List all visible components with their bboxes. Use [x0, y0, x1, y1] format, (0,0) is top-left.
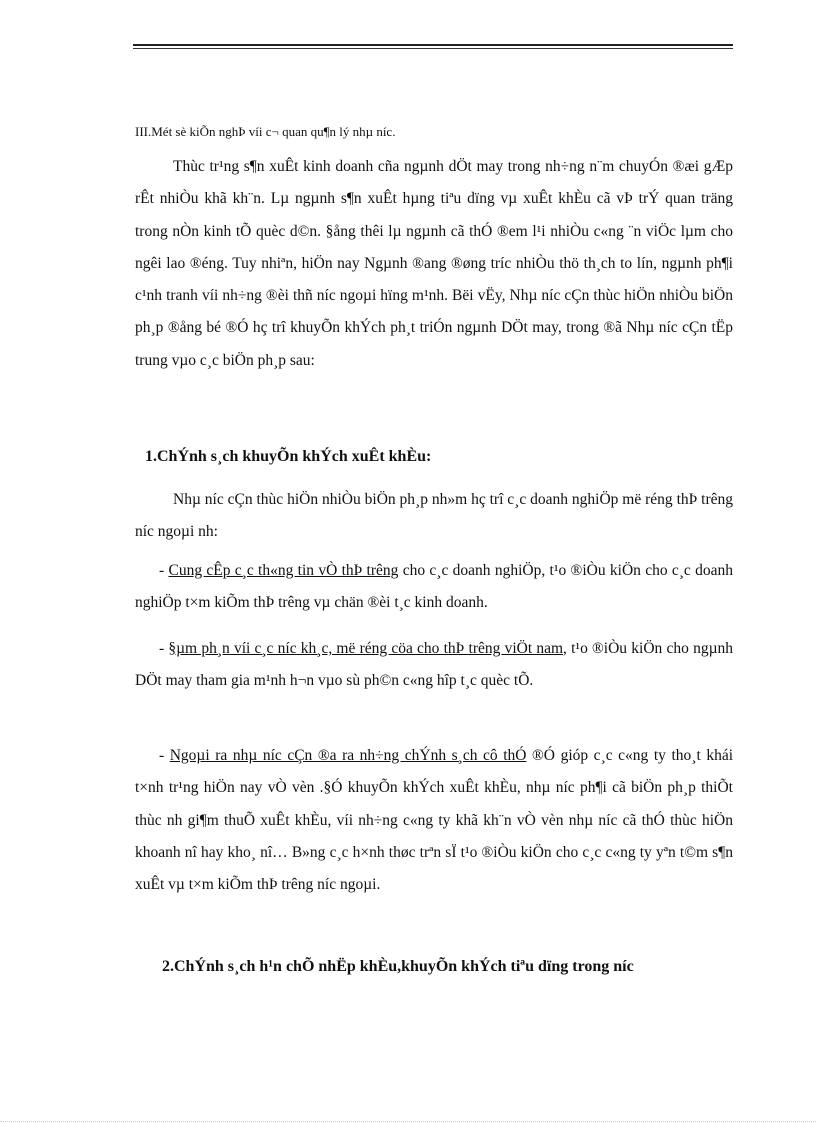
export-policy-paragraph: Nhµ níc cÇn thùc hiÖn nhiÒu biÖn ph¸p nh»m hç trî c¸c doanh nghiÖp më réng thÞ trêng níc ngoµi nh:: [135, 491, 733, 541]
bullet-text: cho c¸c doanh nghiÖp, t¹o ®iÒu kiÖn cho c¸c doanh nghiÖp t×m kiÕm thÞ trêng vµ chän ®èi t¸c kinh doanh.: [135, 562, 734, 612]
bullet-prefix: -: [159, 562, 169, 579]
bullet-underlined-text: Cung cÊp c¸c th«ng tin vÒ thÞ trêng: [168, 562, 399, 579]
page-bottom-border: [0, 1121, 816, 1122]
bullet-prefix: -: [159, 747, 170, 764]
heading-import-policy: 2.ChÝnh s¸ch h¹n chÕ nhËp khÈu,khuyÕn khÝch tiªu dïng trong níc: [162, 958, 634, 975]
header-rule-thick: [133, 44, 733, 46]
section-heading: III.Mét sè kiÕn nghÞ víi c¬ quan qu¶n lý nhµ níc.: [135, 124, 396, 139]
bullet-market-info: [135, 555, 733, 620]
bullet-prefix: -: [159, 640, 169, 657]
bullet-negotiation: [135, 633, 733, 698]
bullet-text: ®Ó gióp c¸c c«ng ty tho¸t khái t×nh tr¹ng hiÖn nay vÒ vèn .§Ó khuyÕn khÝch xuÊt khÈu, nhµ níc ph¶i cã biÖn ph¸p thiÕt thùc nh gi¶m thuÕ xuÊt khÈu, víi nh÷ng c«ng ty khã kh¨n vÒ vèn nhµ níc cã thÓ thùc hiÖn khoanh nî hay kho¸ nî… B»ng c¸c h×nh thøc trªn sÏ t¹o ®iÒu kiÖn cho c¸c c«ng ty yªn t©m s¶n xuÊt vµ t×m kiÕm thÞ trêng níc ngoµi.: [135, 747, 733, 894]
bullet-specific-policies: [135, 740, 733, 901]
header-rule-thin: [133, 48, 733, 49]
intro-paragraph: Thùc tr¹ng s¶n xuÊt kinh doanh cña ngµnh dÖt may trong nh÷ng n¨m chuyÓn ®æi gÆp rÊt nhiÒu khã kh¨n. Lµ ngµnh s¶n xuÊt hµng tiªu dïng vµ xuÊt khÈu cã vÞ trÝ quan träng trong nÒn kinh tÕ quèc d©n. §ång thêi lµ ngµnh cã thÓ ®em l¹i nhiÒu c«ng ¨n viÖc lµm cho ngêi lao ®éng. Tuy nhiªn, hiÖn nay Ngµnh ®ang ®øng tríc nhiÒu thö th¸ch to lín, ngµnh ph¶i c¹nh tranh víi nh÷ng ®èi thñ níc ngoµi hïng m¹nh. Bëi vËy, Nhµ níc cÇn thùc hiÖn nhiÒu biÖn ph¸p ®ång bé ®Ó hç trî khuyÕn khÝch ph¸t triÓn ngµnh DÖt may, trong ®ã Nhµ níc cÇn tËp trung vµo c¸c biÖn ph¸p sau:: [135, 158, 733, 369]
heading-export-policy: 1.ChÝnh s¸ch khuyÕn khÝch xuÊt khÈu:: [145, 448, 432, 465]
bullet-underlined-text: §µm ph¸n víi c¸c níc kh¸c, më réng cöa cho thÞ trêng viÖt nam: [168, 640, 564, 657]
bullet-text: , t¹o ®iÒu kiÖn cho ngµnh DÖt may tham gia m¹nh h¬n vµo sù ph©n c«ng hîp t¸c quèc tÕ.: [135, 640, 733, 690]
bullet-underlined-text: Ngoµi ra nhµ níc cÇn ®a ra nh÷ng chÝnh s¸ch cô thÓ: [169, 747, 527, 764]
